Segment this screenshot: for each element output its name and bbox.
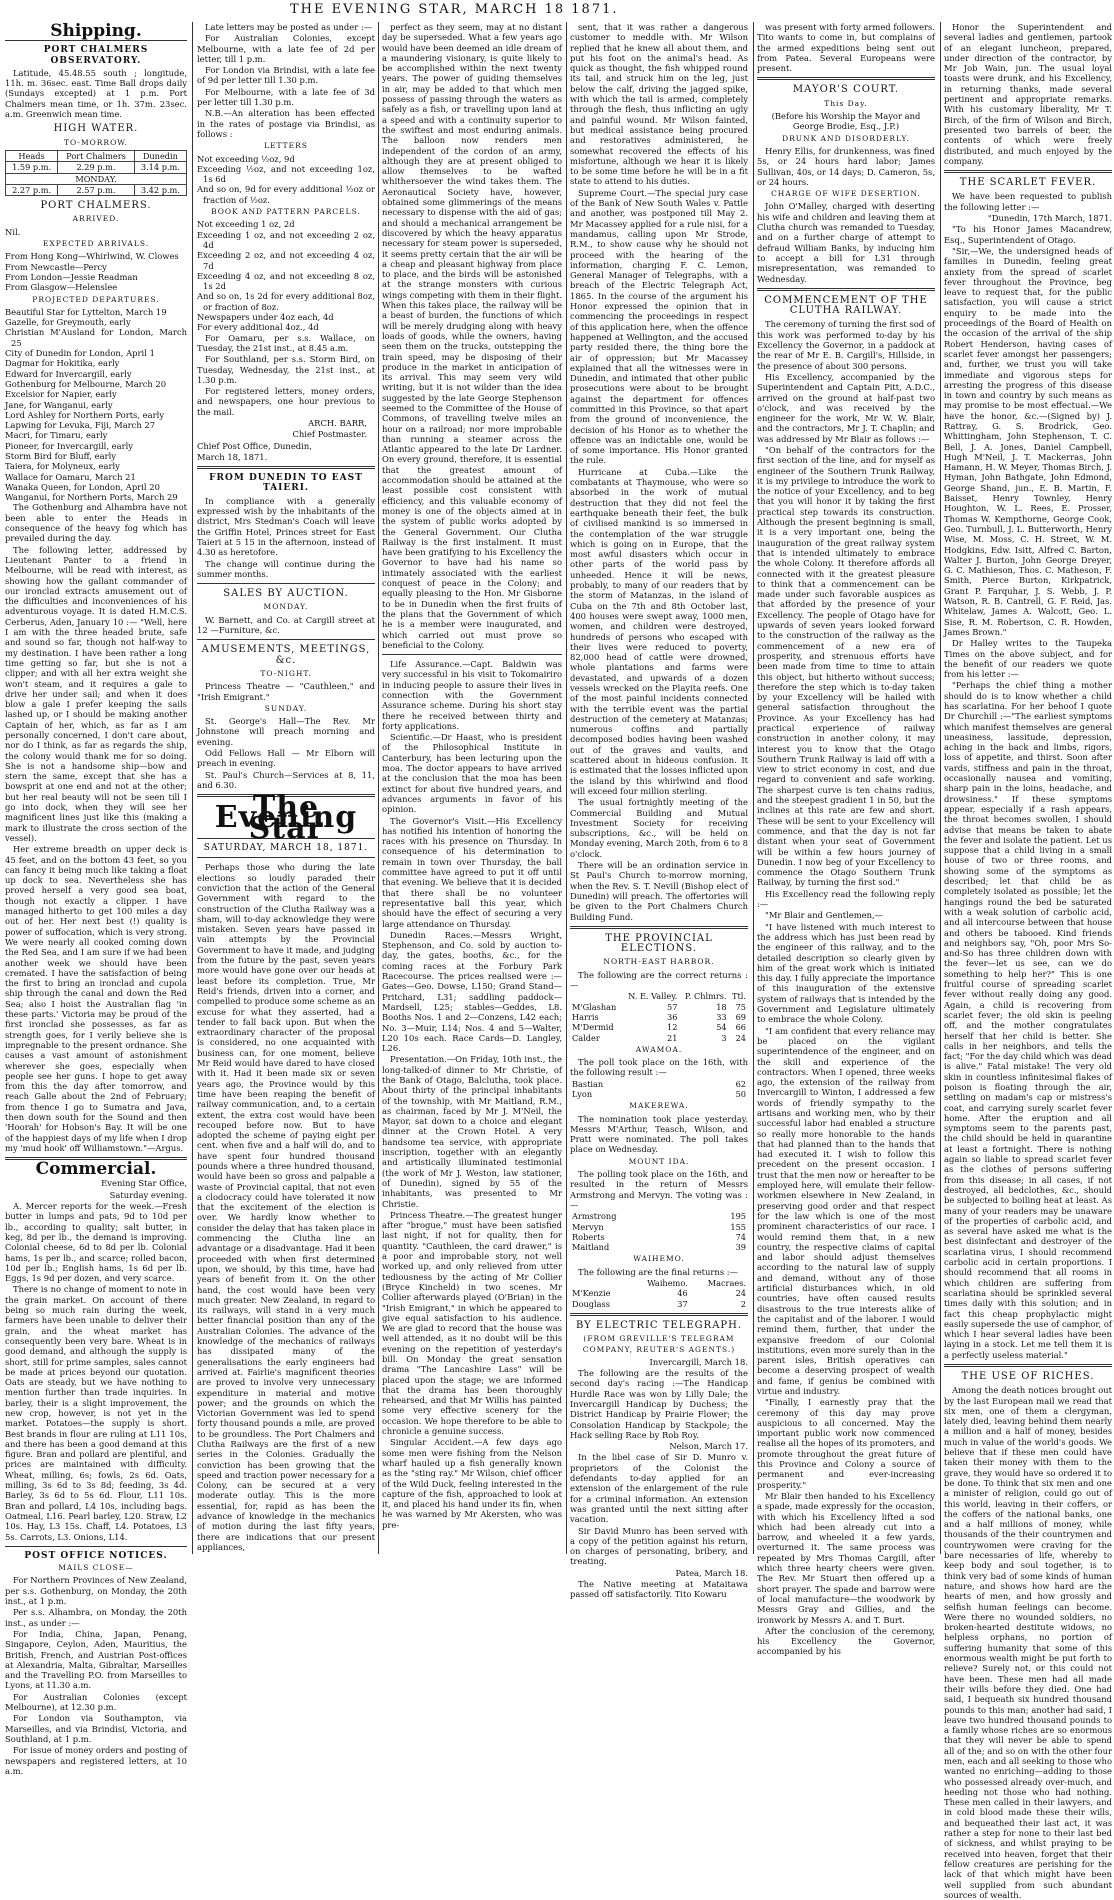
- table-row: M'Dermid 12 54 66: [572, 1022, 746, 1033]
- arrived-nil: Nil.: [5, 226, 21, 237]
- table-row: Calder 21 3 24: [572, 1032, 746, 1043]
- page-header: [0, 0, 1114, 20]
- article-paragraph: In compliance with a generally expressed wish by the inhabitants of the district, Mrs Stedman's Coach will leave the Griffin Hotel, Princes street for East Taieri at 5 15 in the afternoon, instead of 4.30 as heretofore.: [197, 495, 375, 558]
- column-divider: [566, 22, 567, 1554]
- column-divider: [940, 22, 941, 1554]
- high-water-tomorrow: TO-MORROW.: [63, 137, 128, 147]
- projected-heading: PROJECTED DEPARTURES.: [32, 294, 160, 304]
- projected-list: [5, 307, 187, 503]
- article-paragraph: Late letters may be posted as under :—: [205, 22, 373, 32]
- news-paragraph: Dr Halley writes to the Taupeka Times on the above subject, and for the benefit of our readers we quote from his letter :—: [944, 638, 1112, 680]
- column-4: [570, 22, 748, 1600]
- news-paragraph: "Perhaps the chief thing a mother should do is to know whether a child has scarlatina. For her behoof I quote Dr Churchill :—"The earliest symptoms which manifest themselves are general uneasiness, lassitude, depression, aching in the back and limbs, rigors, loss of appetite, and thirst. Soon after vards, stiffness and pain in the throat, occasionally nausea and vomiting, sharp pain in the loins, headache, and drowsiness." If these symptoms appear, especially if a rash appears, the throat becomes swollen, I should advise that means be taken to abate the fever and isolate the patient. Let us suppose that a child living in a small house of two or three rooms, and showing some of the symptoms as described; let that child be as completely isolated as possible; let the hangings round the bed be saturated with a weak solution of carbolic acid, and all intercourse between that house and others be tabooed. Kind friends and neighbors say, "Oh, poor Mrs So-and-So has three children down with the fever—let us see, can we do something to help her?" This is one fruitful course of spreading scarlet fever without really doing any good. Again, a child is recovering from scarlet fever; the old skin is peeling off, and the mother congratulates herself that her child is better. She calls in her neighbors, and tells the fact; "For the day child which was dead is alive." Fatal mistake! The very old skin in countless infinitesimal flakes of poison is floating through the air, settling on madam's cap or mistress's coat, and carrying surely scarlet fever home. After the eruption and all symptoms seem to the parents past, the child should be held in quarantine at least a fortnight. There is nothing again so liable to spread scarlet fever as the clothes of persons suffering from this disease; in all cases, if not destroyed, all bedclothes, &c., should be subjected to boiling heat at least. As many of your readers may be unaware of the properties of carbolic acid, and as several have asked me what is the best disinfectant and destroyer of the scarlatina virus, I should recommend carbolic acid in certain proportions. I should recommend that all rooms in which children are suffering from scarlatina should be sprinkled several times daily with this solution; and in fact this cheap prophylactic might easily supersede the use of camphor, of which I hear several ladies have been laying in a stock. Let me tell them it is a perfectly useless material.": [944, 680, 1112, 1360]
- list-item: Pioneer, for Invercargill, early: [5, 440, 134, 451]
- makerewa-heading: MAKEREWA.: [629, 1101, 689, 1111]
- table-row: Roberts 74: [572, 1231, 746, 1242]
- article-paragraph: Her extreme breadth on upper deck is 45 feet, and on the bottom 43 feet, so you can fancy it being much like taking a float up dock to sea. Nevertheless she has proved herself a very good sea boat, though not exactly a clipper. I have managed hitherto to get 100 miles a day out of her. Her next best (!) quality is power of suffocation, which is very strong. We were nearly all cooked coming down the Red Sea, and I am sure if we had been another week we should have been cremated. I have the satisfaction of being the first to bring an ironclad and cupola ship through the canal and down the Red Sea; also I hoist the Australian flag 'in these parts.' Victoria may be proud of the first ironclad she possesses, as far as strength goes, for I verily believe she is impregnable to the present ordnance. She causes a vast amount of astonishment wherever she goes, especially when people see her guns. I hope to get away from this the day after tomorrow, and reach Galle about the 2nd of February; from thence I go to Sumatra and Java, then down south for the Sound and then 'Hoorah' for Hobson's Bay. It will be one of the happiest days of my life when I drop my 'mud hook' off Williamstown."—Argus.: [5, 844, 187, 1153]
- list-item: Beautiful Star for Lyttelton, March 19: [5, 306, 167, 317]
- column-6: [944, 22, 1112, 1900]
- expected-heading: EXPECTED ARRIVALS.: [42, 239, 150, 249]
- article-paragraph: For registered letters, money orders, and newspapers, one hour previous to the mail.: [197, 386, 375, 417]
- column-1: [5, 21, 187, 1776]
- news-paragraph: Sir David Munro has been served with a copy of the petition against his return, on charges of personating, bribery, and treating.: [570, 1525, 748, 1567]
- high-water-table: Heads Port Chalmers Dunedin 1.59 p.m. 2.29 p.m. 3.14 p.m. MONDAY. 2.27 p.m. 2.57 p.m. 3.42 p.m.: [5, 150, 187, 196]
- mayors-court-heading: MAYOR'S COURT.: [792, 84, 900, 96]
- table-row: M'Glashan 57 18 75: [572, 1001, 746, 1012]
- sales-monday: MONDAY.: [263, 602, 309, 612]
- table-row: M'Kenzie 46 24: [572, 1288, 746, 1299]
- news-paragraph: There will be an ordination service in St Paul's Church to-morrow morning, when the Rev. S. T. Nevill (Bishop elect of Dunedin) will preach. The offertories will be given to the Port Chalmers Church Building Fund.: [570, 860, 748, 922]
- book-parcels-heading: BOOK AND PATTERN PARCELS.: [211, 207, 361, 217]
- news-paragraph: The nomination took place yesterday. Messrs M'Arthur, Teasch, Wilson, and Pratt were nominated. The poll takes place on Wednesday.: [570, 1113, 748, 1155]
- list-item: Gazelle, for Greymouth, early: [5, 317, 131, 328]
- list-item: Macri, for Timaru, early: [5, 430, 108, 441]
- list-item: Gothenburg for Melbourne, March 20: [5, 378, 167, 389]
- list-item: Excelsior for Napier, early: [5, 389, 117, 400]
- article-paragraph: For London via Brindisi, with a late fee of 9d per letter till 1.30 p.m.: [197, 65, 375, 86]
- list-item: And so on, 9d for every additional ½oz or fraction of ½oz.: [197, 184, 375, 205]
- news-paragraph: In the libel case of Sir D. Munro v. proprietors of the Colonist the defendants to-day applied for an extension of the enlargement of the rule for a criminal information. An extension was granted until the next sitting after vacation.: [570, 1452, 748, 1525]
- news-paragraph: John O'Malley, charged with deserting his wife and children and leaving them at Clutha church was remanded to Tuesday, and on a further charge of attempt to defraud William Banks, by inducing him to accept a bill for L31 through misrepresentation, was remanded to Wednesday.: [757, 201, 935, 284]
- article-paragraph: N.B.—An alteration has been effected in the rates of postage via Brindisi, as follows :: [197, 108, 375, 139]
- page-title: THE EVENING STAR, MARCH 18 1871.: [290, 2, 619, 17]
- list-item: Lord Ashley for Northern Ports, early: [5, 409, 165, 420]
- news-paragraph: "Finally, I earnestly pray that the ceremony of this day may prove auspicious to all concerned. May the important public work now commenced realise all the hopes of its promoters, and promote throughout the great future of this Province and Colony a source of permanent and ever-increasing prosperity.": [757, 1397, 935, 1490]
- taieri-heading: FROM DUNEDIN TO EAST TAIERI.: [209, 473, 363, 494]
- column-divider: [753, 22, 754, 1554]
- article-paragraph: The following letter, addressed by Lieutenant Panter to a friend in Melbourne, will be read with interest, as showing how the gallant commander of our ironclad extracts amusement out of the difficulties and inconveniences of his adventurous voyage. It is dated H.M.C.S. Cerberus, Aden, January 10 :— "Well, here I am with the three headed brute, safe and sound so far, though not half-way to my destination. I have been rather a long time getting so far, but she is not a clipper; and with all her extra weight she won't steam, and it requires a gale to drive her under sail; and when it does blow a gale I prefer keeping the sails lashed up, or I should be making another Captain of her, which, as far as I am personally concerned, I don't care about, nor do I think, as far as regards the ship, the colony would thank me for so doing. She is not a handsome ship—bow and stern the same, except that she has a bowsprit at one end and not at the other; but her real beauty will not be seen till I go into dock, when they will see her magnificent lines just like this (making a mark to illustrate the cross section of the vessel).: [5, 544, 187, 843]
- news-paragraph: Scientific.—Dr Haast, who is president of the Philosophical Institute in Canterbury, has been lecturing upon the moa. The doctor appears to have arrived at the conclusion that the moa has been extinct for about five hundred years, and advances arguments in favor of his opinion.: [382, 732, 562, 815]
- news-paragraph: The Governor's Visit.—His Excellency has notified his intention of honoring the races with his presence on Thursday. In consequence of his determination to remain in town over Thursday, the ball committee have agreed to put it off until that evening. We believe that it is decided that there shall be no volunteer representative ball this year, which should have the effect of securing a very large attendance on Thursday.: [382, 815, 562, 929]
- news-paragraph: The following are the results of the second day's racing :—The Handicap Hurdle Race was won by Lilly Dale; the Invercargill Handicap by Duchess; the District Handicap by Prairie Flower; the Consolation Handicap by Stackpole; the Hack selling Race by Rob Roy.: [570, 1368, 748, 1440]
- list-item: For every additional 4oz., 4d: [197, 322, 319, 333]
- article-paragraph: St. George's Hall—The Rev. Mr Johnstone will preach morning and evening.: [197, 716, 375, 747]
- list-item: Dagmar for Hokitika, early: [5, 358, 120, 369]
- news-paragraph: Supreme Court.—The special jury case of the Bank of New South Wales v. Pattle and another, was postponed till May 2. Mr Macassey applied for a rule nisi, for a mandamus, calling upon Mr Strode, R.M., to show cause why he should not proceed with the hearing of the information, charging F. C. Lemon, General Manager of Telegraphs, with a breach of the Electric Telegraph Act, 1865. In the course of the argument his Honor expressed the opinion that in commencing the proceedings in respect of this application here, when the offence happened at Wellington, and the accused party resided there, the thing bore the air of oppression; but Mr Macassey explained that all the witnesses were in Dunedin, and intimated that other public prosecutions were about to be brought against the department for offences committed in this Province, so that apart from the ground of inconvenience, the decision of his Honor as to whether the offence was an indictable one, would be of some importance. His Honor granted the rule.: [570, 187, 748, 466]
- table-row: Lyon 50: [572, 1088, 746, 1099]
- list-item: Exceeding 2 oz, and not exceeding 4 oz, 7d: [197, 250, 375, 271]
- table-row: Bastian 62: [572, 1078, 746, 1089]
- commercial-dateline: Saturday evening.: [109, 1189, 187, 1200]
- commercial-heading: Commercial.: [35, 1159, 157, 1180]
- high-water-heading: HIGH WATER.: [53, 123, 139, 135]
- article-paragraph: The Gothenburg and Alhambra have not been able to enter the Heads in consequence of the heavy fog which has prevailed during the day.: [5, 502, 187, 544]
- article-paragraph: For issue of money orders and posting of newspapers and registered letters, at 10 a.m.: [5, 1745, 187, 1776]
- list-item: Exceeding 1 oz, and not exceeding 2 oz, 4d: [197, 229, 375, 250]
- news-paragraph: The following are the final returns :—: [578, 1266, 738, 1277]
- list-item: Exceeding 4 oz, and not exceeding 8 oz, 1s 2d: [197, 270, 375, 292]
- masthead: The Evening Star: [214, 790, 358, 846]
- telegraph-dateline: Invercargill, March 18.: [649, 1356, 748, 1367]
- article-paragraph: St. Paul's Church—Services at 8, 11, and 6.30.: [197, 769, 375, 790]
- article-paragraph: A. Mercer reports for the week.—Fresh butter in lumps and pats, 9d to 10d per lb., according to quality; salt butter, in keg, 8d per lb., the demand is improving. Colonial cheese, 6d to 8d per lb. Colonial hams, 1s per lb., and scarce; rolled bacon, 10d per lb.; English hams, 1s 6d per lb. Eggs, 1s 9d per dozen, and very scarce.: [5, 1201, 187, 1284]
- article-paragraph: For Australian Colonies (except Melbourne), at 12.30 p.m.: [5, 1691, 187, 1713]
- article-paragraph: Princess Theatre — "Cauthleen," and "Irish Emigrant.": [197, 681, 375, 702]
- list-item: Taiera, for Molyneux, early: [5, 461, 120, 472]
- list-item: From London—Jessie Readman: [5, 271, 138, 282]
- article-paragraph: For London via Southampton, via Marseilles, and via Brindisi, Victoria, and Southland, at 1 p.m.: [5, 1713, 187, 1744]
- list-item: Jane, for Wanganui, early: [5, 399, 113, 410]
- news-paragraph: Among the death notices brought out by the last European mail we read that six men, one of them a clergyman, lately died, leaving behind them nearly a million and a half of money, besides much in value of the world's goods. We believe that if these men could have taken their money with them to the grave, they would have so ordered it to be done. To think that six men and one a minister of religion, could go out of this world, leaving in their coffers, or the coffers of the national banks, one and a half millions of money, while thousands of the their countrymen and countrywomen were craving for the bare necessaries of life, whereby to keep body and soul together, is to think very bad of some kinds of human nature, and shows how hard are the hearts of men, and how grossly and selfish human feelings can become. Were there no wounded soldiers, no broken-hearted destitute widows, no helpless orphans, no portion of suffering humanity that some of this enormous wealth might be put forth to relieve? Surely not, or this could not have been. These men had all made their wills before they died. One had said, I bequeath six hundred thousand pounds to this man; another had said, I leave two hundred thousand pounds to a family whose riches are so enormous that they will never be able to spend all of the; and so on with the other four men, each and all seeking to those who wanted no enriching—adding to those who possessed already over-much, and heeding not those who had nothing. These men called in their lawyers, and in cold blood made these their wills, and bequeathed their last act, it was rather a step for none to their last bed of sickness, and whilst praying to be received into heaven, forget that their fellow creatures are perishing for the lack of that which might have been well supplied from such abundant sources of wealth.: [944, 1385, 1112, 1900]
- letters-rates: [197, 154, 375, 205]
- news-paragraph: "I have listened with much interest to the address which has just been read by the engineer of this railway, and to the detailed description so clearly given by him of the great work which is initiated this day. I fully appreciate the importance of this inauguration of the extensive system of railways that is intended by the Government and Legislature ultimately to embrace the whole Colony.: [757, 921, 935, 1025]
- table-row: Mervyn 155: [572, 1221, 746, 1232]
- use-of-riches-heading: THE USE OF RICHES.: [961, 1371, 1095, 1382]
- news-paragraph: The polling took place on the 16th, and resulted in the return of Messrs Armstrong and Mervyn. The voting was :—: [570, 1169, 748, 1210]
- news-paragraph: His Excellency read the following reply :—: [757, 888, 935, 910]
- news-paragraph: "On behalf of the contractors for the first section of the line, and for myself as engineer of the Southern Trunk Railway, it is my privilege to introduce the work to the notice of your Excellency, and to beg that you will honor it by taking the first practical step towards its construction. Although the present beginning is small, it is a very important one, being the inauguration of the great railway system that is intended ultimately to embrace the whole Colony. It therefore affords all connected with it the greatest pleasure to think that a commencement can be made under such favorable auspices as that afforded by the presence of your Excellency. The people of Otago have for upwards of seven years looked forward to the construction of the railway as the commencement of a new era of prosperity, and strenuous efforts have been made from time to time to attain this object, but hitherto without success; therefore the step which is to-day taken by your Excellency will be hailed with general satisfaction throughout the Province. As your Excellency has had practical experience of railway construction in another colony, it may interest you to know that the Otago Southern Trunk Railway is laid off with a view to strict economy in cost, and due regard to convenient and safe working. The sharpest curve is ten chains radius, and the steepest gradient 1 in 50, but the inclines at this rate are few and short. These will be sent to your Excellency will commence, and that the day is not far distant when your seat of Government will be within a few hours journey of Dunedin. I now beg of your Excellency to commence the Otago Southern Trunk Railway, by turning the first sod.": [757, 444, 935, 888]
- letter-dateline: "Dunedin, 17th March, 1871.: [987, 213, 1112, 224]
- table-row: Maitland 39: [572, 1242, 746, 1253]
- amusements-heading: AMUSEMENTS, MEETINGS, &c.: [201, 644, 371, 666]
- harbour-heading: NORTH-EAST HARBOR.: [603, 957, 715, 967]
- news-paragraph: "Mr Blair and Gentlemen,—: [765, 910, 884, 921]
- sales-heading: SALES BY AUCTION.: [223, 588, 349, 600]
- list-item: From Glasgow—Helenslee: [5, 282, 118, 293]
- list-item: Wallace for Oamaru, March 21: [5, 471, 136, 482]
- article-paragraph: For Oamaru, per s.s. Wallace, on Tuesday, the 21st inst., at 8.45 a.m.: [197, 332, 375, 353]
- article-paragraph: For Australian Colonies, except Melbourne, with a late fee of 2d per letter, till 1 p.m.: [197, 33, 375, 64]
- waihemo-heading: WAIHEMO.: [633, 1254, 685, 1264]
- observatory-heading: PORT CHALMERS OBSERVATORY.: [43, 45, 149, 66]
- signature-title: Chief Postmaster.: [292, 429, 367, 440]
- news-paragraph: Princess Theatre.—The greatest hunger after "brogue," must have been satisfied last night, if not for quality, then for quantity. "Cauthleen, the card drawer," is a poor and improbable story, not well worked up, and only relieved from utter tediousness by the acting of Mr Collier (Bryce Kincheld) in two scenes. Mr Collier afterwards played (O'Brian) in the "Irish Emigrant," in which he appeared to give equal satisfaction to his audience. We are glad to record that the house was well attended, as it no doubt will be this evening on the repetition of yesterday's bill. On Monday the great sensation drama "The Lancashire Lass" will be placed upon the stage; we are informed that the drama has been thoroughly rehearsed, and that Mr Willis has painted some very effective scenery for the occasion. We hope therefore to be able to chronicle a genuine success.: [382, 1209, 562, 1437]
- news-paragraph: Life Assurance.—Capt. Baldwin was very successful in his visit to Tokomairiro in inducing people to assure their lives in connection with the Government Assurance scheme. During his short stay there he received between thirty and forty applications.: [382, 659, 562, 731]
- news-paragraph: Mr Blair then handed to his Excellency a spade, made expressly for the occasion, with which his Excellency lifted a sod which had been already cut into a barrow, and wheeled it a few yards, overturned it. The same process was repeated by Mrs Thomas Cargill, after which three hearty cheers were given. The Rev. Mr Stuart then offered up a short prayer. The spade and barrow were of local manufacture—the woodwork by Messrs Gray and Gillies, and the ironwork by Messrs A. and T. Burt.: [757, 1490, 935, 1625]
- news-paragraph: Hurricane at Cuba.—Like the combatants at Thaymouse, who were so absorbed in the work of mutual destruction that they did not feel the earthquake beneath their feet, the bulk of civilised mankind is so immersed in the contemplation of the war struggle which is going on in Europe, that the most awful disasters which occur in other parts of the world pass by unheeded. Hence it will be news, probably, to many of our readers that by the storm of Matanzas, in the island of Cuba on the 7th and 8th October last, 400 houses were swept away, 1000 men, women, and children were destroyed, hundreds of persons who escaped with their lives were reduced to poverty, 82,000 head of cattle were drowned, whole plantations and farms were devastated, and upwards of a dozen vessels wrecked on the Playita reefs. One of the most painful incidents connected with the terrible event was the partial destruction of the cemetery at Matanzas; numerous coffins and partially decomposed bodies having been washed out of the graves and vaults, and scattered about in hideous confusion. It is estimated that the losses inflicted upon the island by this whirlwind and flood will exceed four million sterling.: [570, 466, 748, 796]
- editorial-paragraph: perfect as they seem, may at no distant day be superseded. What a few years ago would have been deemed an idle dream of a maundering visionary, is quite likely to be accomplished within the next twenty years. The power of guiding themselves in air, may be added to that which men possess of passing through the waters as safely as a fish, or travelling upon land at a speed and with a continuity superior to the swiftest and most enduring animals. The balloon now renders men independent of the cordon of an army, although they are at present obliged to allow themselves to be wafted whithersoever the wind takes them. The Aeronautical Society have, however, obtained some glimmerings of the means necessary to dispense with the aid of gas; and should a mechanical arrangement be discovered by which the heavy apparatus necessary for steam power is superseded, it seems pretty certain that the air will be a cheap and pleasant highway from place to place, and the birds will be astonished at the strange monsters with curious wings competing with them in their flight. When this takes place, the railway will be a beast of burden, the functions of which will be merely drudging along with heavy loads of goods, while the owners, having seen them on the trucks, outstepping the train speed, may be disposing of their produce in the market in anticipation of its arrival. This may seem very wild writing, but it is not wilder than the idea suggested by the late George Stephenson seemed to the Committee of the House of Commons, of travelling twelve miles an hour on a railroad; nor more improbable than running a steamer across the Atlantic appeared to the late Dr Lardner. On every ground, therefore, it is essential that the greatest amount of accommodation should be attained at the least possible cost consistent with efficiency, and this valuable economy of money is one of the objects aimed at in the system of public works adopted by the General Government. Our Clutha Railway is the first instalment. It must have been gratifying to his Excellency the Governor to have had his name so intimately associated with the earliest conquest of peace in the Colony; and equally pleasing to the Hon. Mr Gisborne to be in Dunedin when the first fruits of the plans that the Government of which he is a member were inaugurated, and which carried out must prove so beneficial to the Colony.: [382, 22, 563, 650]
- arrived-heading: ARRIVED.: [72, 214, 120, 224]
- elections-heading: THE PROVINCIAL ELECTIONS.: [605, 932, 713, 955]
- clutha-railway-heading: COMMENCEMENT OF THE CLUTHA RAILWAY.: [764, 294, 928, 317]
- column-5: [757, 22, 935, 1657]
- table-row: Douglass 37 2: [572, 1298, 746, 1309]
- mayors-court-day: This Day.: [824, 98, 868, 108]
- wife-desertion-heading: CHARGE OF WIFE DESERTION.: [771, 189, 921, 199]
- column-2: [197, 22, 375, 1554]
- court-bench: (Before his Worship the Mayor and George Brodie, Esq., J.P.): [771, 111, 921, 132]
- amusements-tonight: TO-NIGHT.: [260, 668, 312, 678]
- article-paragraph: W. Barnett, and Co. at Cargill street at 12 —Furniture, &c.: [197, 614, 375, 636]
- editorial-paragraph: Perhaps those who during the late elections so loudly paraded their conviction that the action of the General Government with regard to the construction of the Clutha Railway was a sham, will to-day acknowledge they were mistaken. Seven years have passed in vain attempts by the Provincial Government to have it made, and judging from the future by the past, seven years more would have gone over our heads at least before its completion. True, Mr Reid's friends, driven into a corner, and compelled to produce some scheme as an excuse for what they asserted, had a tender to fall back upon. But when the extraordinary character of the proposal is considered, no one acquainted with business can, for one moment, believe Mr Reid would have dared to have closed with it. Had it been made six or seven years ago, the Province would by this time have been reaping the benefit of railway communication, and, to a certain extent, the extra cost would have been recouped before now. But to have adopted the scheme of paying eight per cent. when five and a half will do, and to have spent four hundred thousand pounds where a three hundred thousand, would have been so gross and palpable a waste of Provincial capital, that not even a clodocracy could have tolerated it now that the excitement of the election is over. We hardly know whether to consider the delay that has taken place in commencing the Clutha line an advantage or a disadvantage. Had it been proceeded with when first determined upon, we should, by this time, have had years of benefit from it. On the other hand, the cost would have been very much greater. New Zealand, in regard to its railways, will stand in a very much better financial position than any of the Australian Colonies. The advance of the knowledge of the mechanics of railways has dissipated many of the generalisations the early engineers had arrived at. Fairlie's magnificent theories are proved to involve very unnecessary expenditure in material and motive power; and the grounds on which the Victorian Government was led to spend forty thousand pounds a mile, are proved to be groundless. The Port Chalmers and Clutha Railways are the first of a new series in the Colonies. Gradually the conviction has been growing that the speed and traction power necessary for a Colony, can be secured at a very moderate outlay. This is the more essential, for, rapid as has been the advance of knowledge in the mechanics of motion during the last fifty years, there are indications that our present appliances,: [197, 862, 375, 1552]
- telegraph-dateline: Nelson, March 17.: [669, 1441, 748, 1452]
- news-paragraph: The ceremony of turning the first sod of this work was performed to-day by his Excellency the Governor, in a paddock at the rear of Mr E. B. Cargill's, Hillside, in the presence of about 300 persons.: [757, 319, 935, 371]
- harbour-poll-table: N. E. Valley. P. Chlmrs. Ttl. M'Glashan 57 18 75 Harris 36 33 69 M'Dermid 12 54 66 Calder 21 3 24: [572, 991, 746, 1043]
- news-paragraph: Dunedin Races.—Messrs Wright, Stephenson, and Co. sold by auction to-day, the gates, booths, &c., for the coming races at the Forbury Park Racecourse. The prices realised were :—Gates—Geo. Dowse, L150; Grand Stand—Pritchard, L31; saddling paddock—Mardsell, L25; stables—Geddes, L8. Booths Nos. 1 and 2—Conzens, L42 each; No. 3—Muir, L14; Nos. 4 and 5—Walter, L20 10s each. Race Cards—D. Langley, L26.: [382, 929, 562, 1054]
- news-paragraph: Henry Ellis, for drunkenness, was fined 5s, or 24 hours hard labor; James Sullivan, 40s, or 14 days; D. Cameron, 5s, or 24 hours.: [757, 145, 935, 187]
- news-paragraph: "To his Honor James Macandrew, Esq., Superintendent of Otago.: [944, 224, 1112, 245]
- signature: ARCH. BARR,: [308, 417, 367, 428]
- book-rates: [197, 219, 375, 332]
- news-paragraph: was present with forty armed followers. Tito wants to come in, but complains of the armed expeditions being sent out from Patea. Several Europeans were present.: [757, 22, 935, 74]
- port-chalmers-heading: PORT CHALMERS.: [40, 200, 152, 212]
- mails-close-heading: MAILS CLOSE—: [58, 1563, 134, 1573]
- news-paragraph: We have been requested to publish the following letter :—: [944, 191, 1112, 212]
- list-item: City of Dunedin for London, April 1: [5, 348, 155, 359]
- list-item: From Hong Kong—Whirlwind, W. Clowes: [5, 251, 179, 262]
- article-paragraph: Odd Fellows Hall — Mr Elborn will preach in evening.: [197, 748, 375, 769]
- list-item: Exceeding ½oz, and not exceeding 1oz, 1s 6d: [197, 163, 375, 185]
- news-paragraph: Honor the Superintendent and several ladies and gentlemen, partook of an elegant luncheon, prepared, under direction of the contractor, by Mr Job Wain, jun. The usual loyal toasts were drunk, and his Excellency, in returning thanks, made several pertinent and appropriate remarks. With his customary liberality, Mr T. Birch, of the firm of Wilson and Birch, presented two barrels of beer, the contents of which were freely distributed, and much enjoyed by the company.: [944, 22, 1112, 166]
- signature-place: Chief Post Office, Dunedin,: [197, 440, 312, 451]
- article-paragraph: Per s.s. Alhambra, on Monday, the 20th inst., as under :—: [5, 1607, 187, 1628]
- list-item: Wanaka Queen, for London, April 20: [5, 481, 160, 492]
- telegraph-dateline: Patea, March 18.: [675, 1567, 748, 1578]
- shipping-heading: Shipping.: [50, 21, 142, 41]
- news-paragraph: "Sir,—We, the undersigned heads of families in Dunedin, feeling great anxiety from the spread of scarlet fever throughout the Province, beg leave to request that, for the public satisfaction, you will cause a strict enquiry to be made into the proceedings of the Board of Health on the occasion of the arrival of the ship Robert Henderson, having cases of scarlet fever amongst her passengers; and, further, we trust you will take immediate and vigorous steps for arresting the progress of this disease in town and country by such means as may promise to be most effectual.—We have the honor, &c.—(Signed by) J. Rattray, G. S. Brodrick, Geo. Whittingham, John Stephenson, T. C. Bell, J. A. Jones, Daniel Campbell, Hugh M'Neil, J. T. Mackerras, John Hamann, H. W. Meyer, Thomas Birch, J. Hyman, John Bathgate, John Edmond, George Shand, jun., E. B. Martin, F. Baisset, Henry Townley, Henry Houghton, W. L. Rees, E. Prosser, Thomas W. Kempthorne, George Cook, Geo. Turnbull, J. L. Butterworth, Henry Wise, M. Moss, C. H. Street, W. M. Hodgkins, Edw. Isitt, Alfred C. Barton, Walter J. Burton, John George Dreyer, G. C. Mathieson, Thos. C. Matheson, F. Smith, Pierce Burton, Kirkpatrick, Grant P. Farquhar, J. S. Webb, J. P. Watson, R. B. Cantrell, G. F. Reid, Jas. Whitelaw, James A. Walcott, Geo. L. Sise, R. M. Robertson, C. R. Howden, James Brown.": [944, 245, 1112, 637]
- letters-heading: LETTERS: [264, 141, 308, 151]
- news-paragraph: The usual fortnightly meeting of the Commercial Building and Mutual Investment Society for receiving subscriptions, &c., will be held on Monday evening, March 20th, from 6 to 8 o'clock.: [570, 797, 748, 859]
- amusements-sunday: SUNDAY.: [264, 703, 308, 713]
- telegraph-subheading: (FROM GREVILLE'S TELEGRAM COMPANY, REUTER'S AGENTS.): [582, 1334, 736, 1354]
- post-office-heading: POST OFFICE NOTICES.: [24, 1550, 168, 1561]
- article-paragraph: The change will continue during the summer months.: [197, 558, 375, 579]
- news-paragraph: Singular Accident.—A few days ago some men were fishing from the Nelson wharf hauled up a fish generally known as the "sting ray." Mr Wilson, chief officer of the Wild Duck, feeling interested in the capture of the fish, approached to look at it, and placed his hand under its fin, when he was warned by Mr Akersten, who was pre-: [382, 1437, 562, 1530]
- mount-ida-poll-table: [570, 1211, 748, 1252]
- article-paragraph: There is no change of moment to note in the grain market. On account of there being so much rain during the week, farmers have been unable to deliver their grain, and the wheat market has consequently been very bare. Wheat is in good demand, and although the supply is short, still for prime samples, sales cannot be made at prices beyond our quotation. Oats are steady, but we have nothing to mention further than trade inquiries. In barley, their is a slight improvement, the new crop, however, is not yet in the market. Potatoes—the supply is short. Best brands in flour are ruling at L11 10s, and there has been a good demand at this figure. Bran and pollard are plentiful, and prices are maintained with difficulty. Wheat, milling, 6s; fowls, 2s 6d. Oats, milling, 3s 6d to 3s 8d; feeding, 3s 4d. Barley, 3s 6d to 5s 6d. Flour, L11 10s. Bran and pollard, L4 10s, including bags. Oatmeal, L16. Pearl barley, L20. Straw, L2 10s. Hay, L3 15s. Chaff, L4. Potatoes, L3 5s. Carrots, L3. Onions, L14.: [5, 1284, 187, 1542]
- dateline: SATURDAY, MARCH 18, 1871.: [203, 843, 369, 854]
- article-paragraph: For Southland, per s.s. Storm Bird, on Tuesday, Wednesday, the 21st inst., at 1.30 p.m.: [197, 354, 375, 385]
- list-item: Not exceeding ½oz, 9d: [197, 153, 295, 164]
- news-paragraph: Presentation.—On Friday, 10th inst., the long-talked-of dinner to Mr Christie, of the Bank of Otago, Balclutha, took place. About thirty of the principal inhabitants of the township, with Mr Maitland, R.M., as chairman, faced by Mr J. M'Neil, the Mayor, sat down to a choice and elegant dinner at the Crown Hotel. A very handsome tea service, with appropriate inscription, together with an elegantly and artistically illuminated testimonial (the work of Mr J. Weston, law stationer, of Dunedin), signed by 55 of the inhabitants, was presented to Mr Christie.: [382, 1054, 562, 1209]
- table-row: Harris 36 33 69: [572, 1011, 746, 1022]
- observatory-text: Latitude, 45.48.55 south ; longitude, 11h. m. 36sec. east. Time Ball drops daily (Sundays excepted) at 1 p.m. Port Chalmers mean time, or 1h. 37m. 23sec. a.m. Greenwich mean time.: [5, 67, 187, 120]
- list-item: Storm Bird for Bluff, early: [5, 450, 116, 461]
- news-paragraph: sent, that it was rather a dangerous customer to meddle with. Mr Wilson replied that he knew all about them, and put his foot on the animal's head. As quick as thought, the fish whipped round its tail, and struck him on the leg, just below the calf, driving the jagged spike, with which the tail is armed, completely through the flesh, thus inflicting an ugly and painful wound. Mr Wilson fainted, but medical assistance being procured and restoratives administered, he somewhat recovered the effects of his misfortune, although we hear it is likely to be some time before he will be in a fit state to attend to his duties.: [570, 22, 748, 187]
- news-paragraph: The poll took place on the 16th, with the following result :—: [570, 1057, 748, 1078]
- list-item: Newspapers under 4oz each, 4d: [197, 312, 334, 323]
- awamoa-poll-table: [570, 1079, 748, 1100]
- article-paragraph: For Northern Provinces of New Zealand, per s.s. Gothenburg, on Monday, the 20th inst., at 1 p.m.: [5, 1575, 187, 1607]
- news-paragraph: His Excellency, accompanied by the Superintendent and Captain Pitt, A.D.C., arrived on the ground at half-past two o'clock, and was received by the engineer for the work, Mr W. W. Blair, and the contractors, Mr J. T. Chaplin; and was addressed by Mr Blair as follows :—: [757, 371, 935, 444]
- list-item: And so on, 1s 2d for every additional 8oz, or fraction of 8oz.: [197, 291, 375, 312]
- mount-ida-heading: MOUNT IDA.: [628, 1156, 690, 1166]
- column-divider: [192, 22, 193, 1554]
- list-item: Christian M'Ausland for London, March 25: [5, 327, 187, 348]
- column-3: [382, 22, 562, 1554]
- expected-list: [5, 251, 187, 292]
- commercial-dateline: Evening Star Office,: [101, 1178, 187, 1189]
- list-item: Edward for Invercargill, early: [5, 368, 132, 379]
- awamoa-heading: AWAMOA.: [635, 1044, 683, 1054]
- article-paragraph: For Melbourne, with a late fee of 3d per letter till 1.30 p.m.: [197, 86, 375, 108]
- list-item: Lapwing for Levuka, Fiji, March 27: [5, 420, 156, 431]
- list-item: From Newcastle—Percy: [5, 261, 107, 272]
- article-paragraph: For India, China, Japan, Penang, Singapore, Ceylon, Aden, Mauritius, the British, French, and Austrian Post-offices at Alexandria, Malta, Gibraltar, Marseilles and the Travelling P.O. from Marseilles to Lyons, at 11.30 a.m.: [5, 1628, 187, 1691]
- news-paragraph: "I am confident that every reliance may be placed on the vigilant superintendence of the engineer, and on the skill and experience of the contractors. When I opened, three weeks ago, the extension of the railway from Invercargill to Winton, I addressed a few words of friendly sympathy to the artisans and working men, who by their successful labor had enabled a structure so really more honorable to the hands that had planned than to the hands that had executed it. I wish to follow this precedent on the present occasion. I trust that the men now or hereafter to be employed here, will emulate their fellow-workmen elsewhere in New Zealand, in preserving good order and that respect for the law which is one of the most prominent characteristics of our race. I would remind them that, in a new country, the respective claims of capital and labor should adjust themselves according to the natural law of supply and demand, without any of those artificial disturbances which, in old countries, have often caused results disastrous to the true interests alike of the capitalist and of the laborer. I would remind them, further, that under the expansive freedom of our Colonial institutions, even more surely than in the parent isles, British operatives can become a deserving prospect of wealth and fame, if genius be combined with virtue and industry.: [757, 1025, 935, 1396]
- news-paragraph: The following are the correct returns :—: [570, 969, 748, 991]
- waihemo-poll-table: Waihemo. Macraes. M'Kenzie 46 24 Douglass 37 2: [572, 1278, 746, 1309]
- news-paragraph: The Native meeting at Mataitawa passed off satisfactorily. Tito Kowaru: [570, 1579, 748, 1600]
- signature-date: March 18, 1871.: [197, 451, 268, 462]
- column-divider: [378, 22, 379, 1554]
- list-item: Not exceeding 1 oz, 2d: [197, 219, 295, 230]
- list-item: Wanganui, for Northern Ports, March 29: [5, 492, 178, 503]
- drunk-heading: DRUNK AND DISORDERLY.: [782, 133, 910, 143]
- table-row: Armstrong 195: [572, 1211, 746, 1222]
- telegraph-heading: BY ELECTRIC TELEGRAPH.: [575, 1319, 743, 1331]
- news-paragraph: After the conclusion of the ceremony, his Excellency the Governor, accompanied by his: [757, 1625, 935, 1657]
- scarlet-fever-heading: THE SCARLET FEVER.: [959, 177, 1097, 189]
